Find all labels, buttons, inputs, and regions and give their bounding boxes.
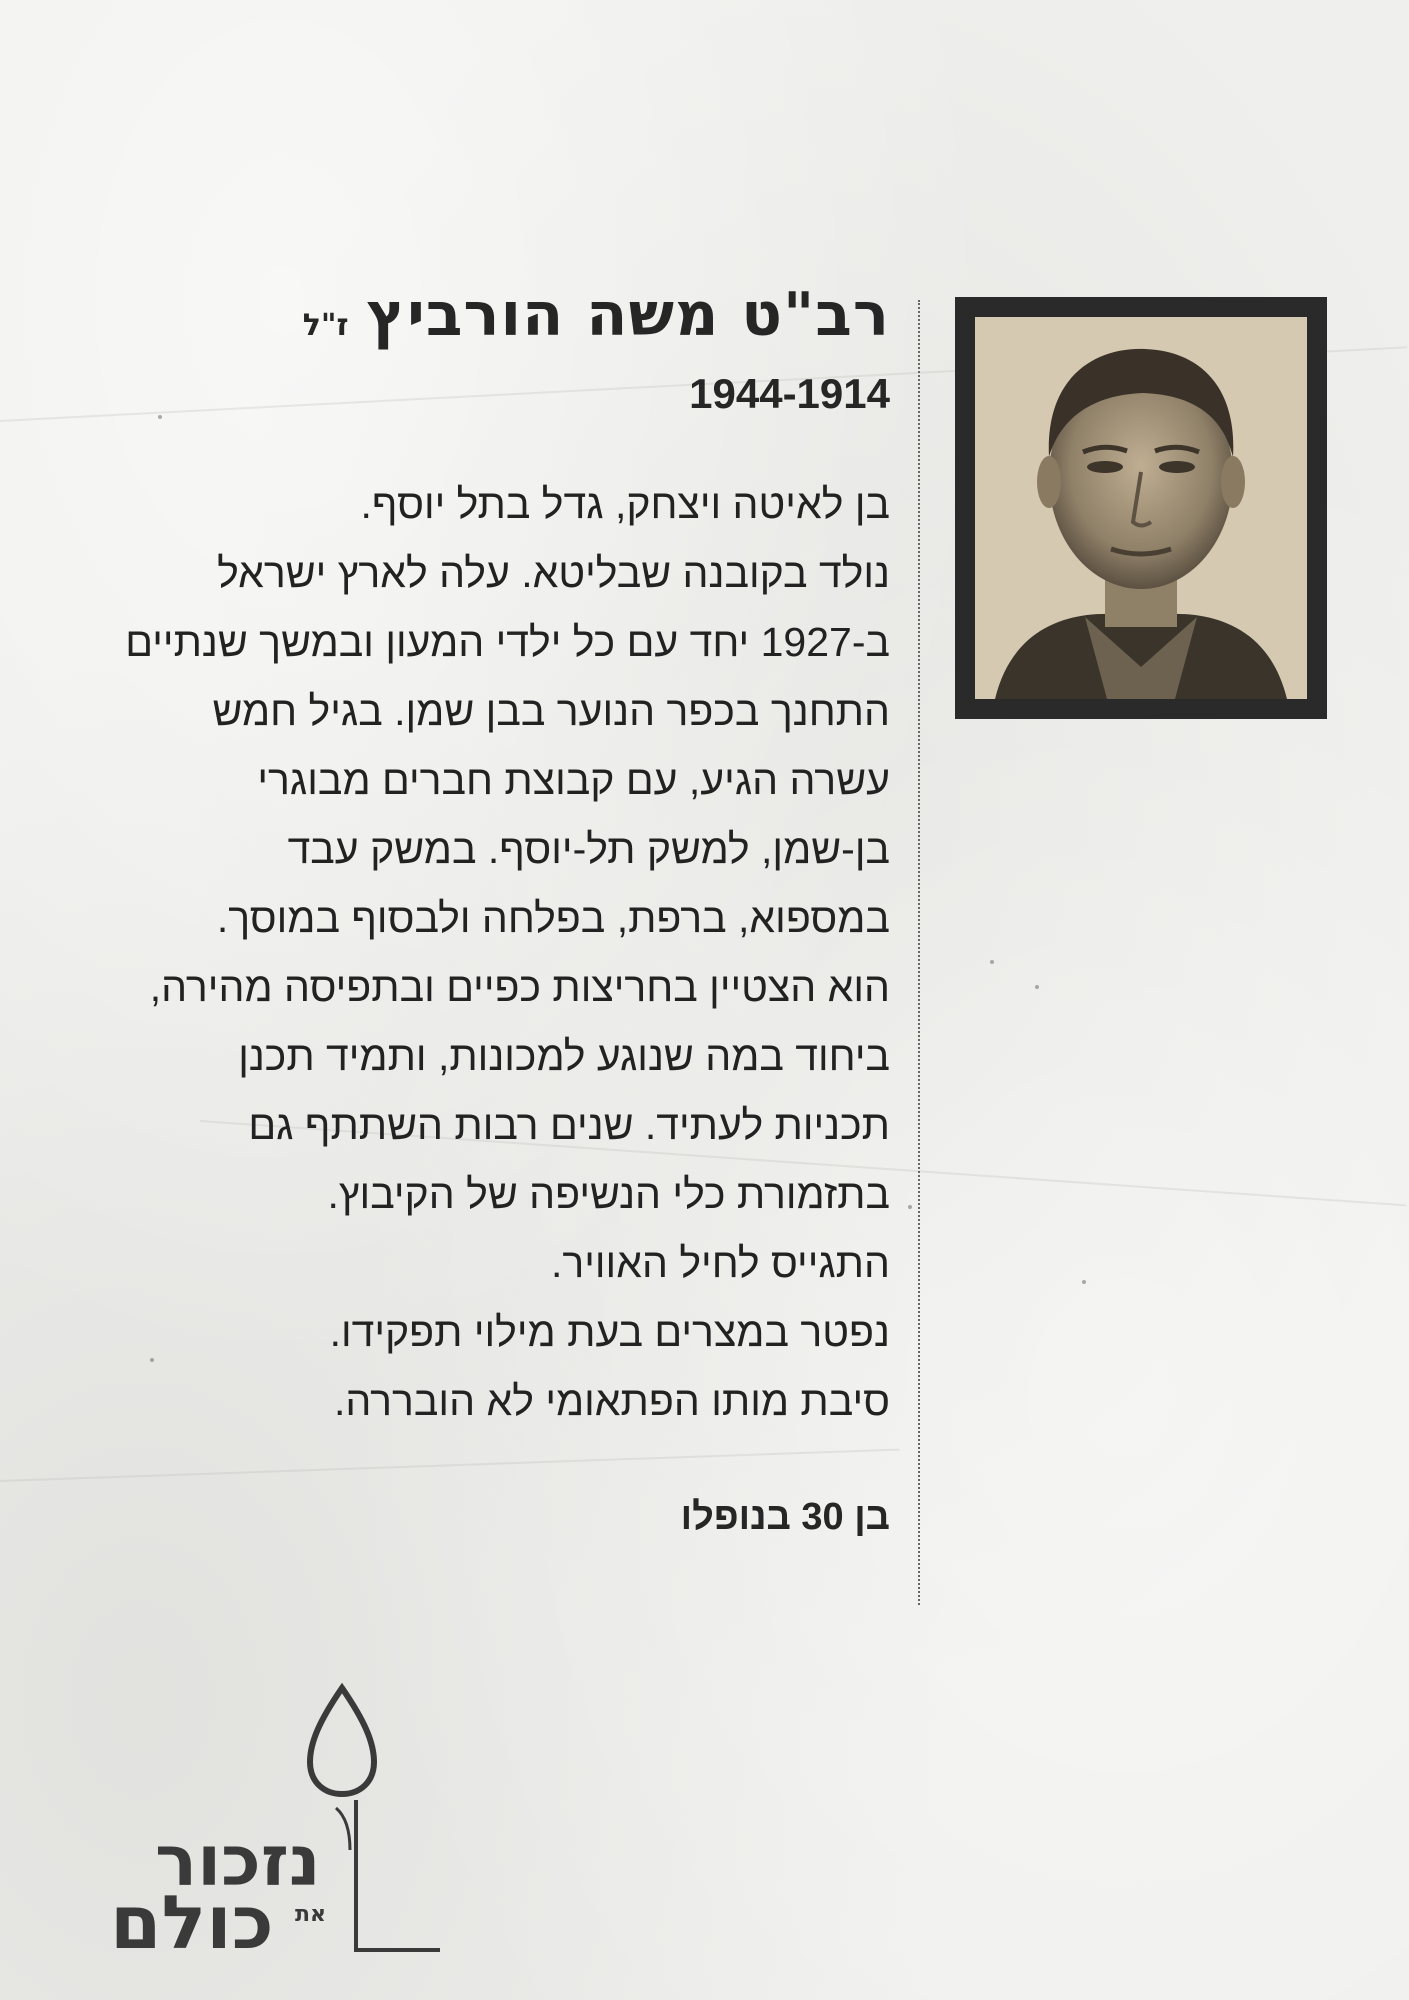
bio-line: במספוא, ברפת, בפלחה ולבסוף במוסך. [216,895,890,941]
portrait-illustration [975,317,1307,699]
bio-line: בתזמורת כלי הנשיפה של הקיבוץ. [327,1171,890,1217]
logo-word-small: את [295,1902,327,1927]
bio-line: עשרה הגיע, עם קבוצת חברים מבוגרי [257,757,890,803]
portrait-frame [955,297,1327,719]
bio-line: סיבת מותו הפתאומי לא הובררה. [333,1378,890,1424]
logo-word-bottom: כולם [110,1880,274,1966]
bio-line: ביחוד במה שנוגע למכונות, ותמיד תכנן [238,1033,890,1079]
age-at-death: בן 30 בנופלו [680,1496,890,1538]
biography [100,470,890,1436]
bio-line: הוא הצטיין בחריצות כפיים ובתפיסה מהירה, [149,964,890,1010]
bio-line: בן-שמן, למשק תל-יוסף. במשק עבד [287,826,890,872]
title-row [100,280,890,360]
memorial-text [100,280,890,1539]
logo [110,1680,470,1966]
years: 1944-1914 [689,370,890,417]
bio-line: ב-1927 יחד עם כל ילדי המעון ובמשך שנתיים [125,619,890,665]
logo-word-top: נזכור [155,1820,321,1902]
bio-line: התגייס לחיל האוויר. [550,1240,890,1286]
bio-line: התחנך בכפר הנוער בבן שמן. בגיל חמש [212,688,890,734]
honorific: ז"ל [302,308,349,343]
dotted-divider [918,300,920,1605]
bio-line: תכניות לעתיד. שנים רבות השתתף גם [248,1102,890,1148]
name-heading: רב"ט משה הורביץ [366,280,890,350]
bio-line: בן לאיטה ויצחק, גדל בתל יוסף. [360,481,890,527]
bio-line: נולד בקובנה שבליטא. עלה לארץ ישראל [217,550,890,596]
portrait-photo [975,317,1307,699]
bio-line: נפטר במצרים בעת מילוי תפקידו. [329,1309,890,1355]
